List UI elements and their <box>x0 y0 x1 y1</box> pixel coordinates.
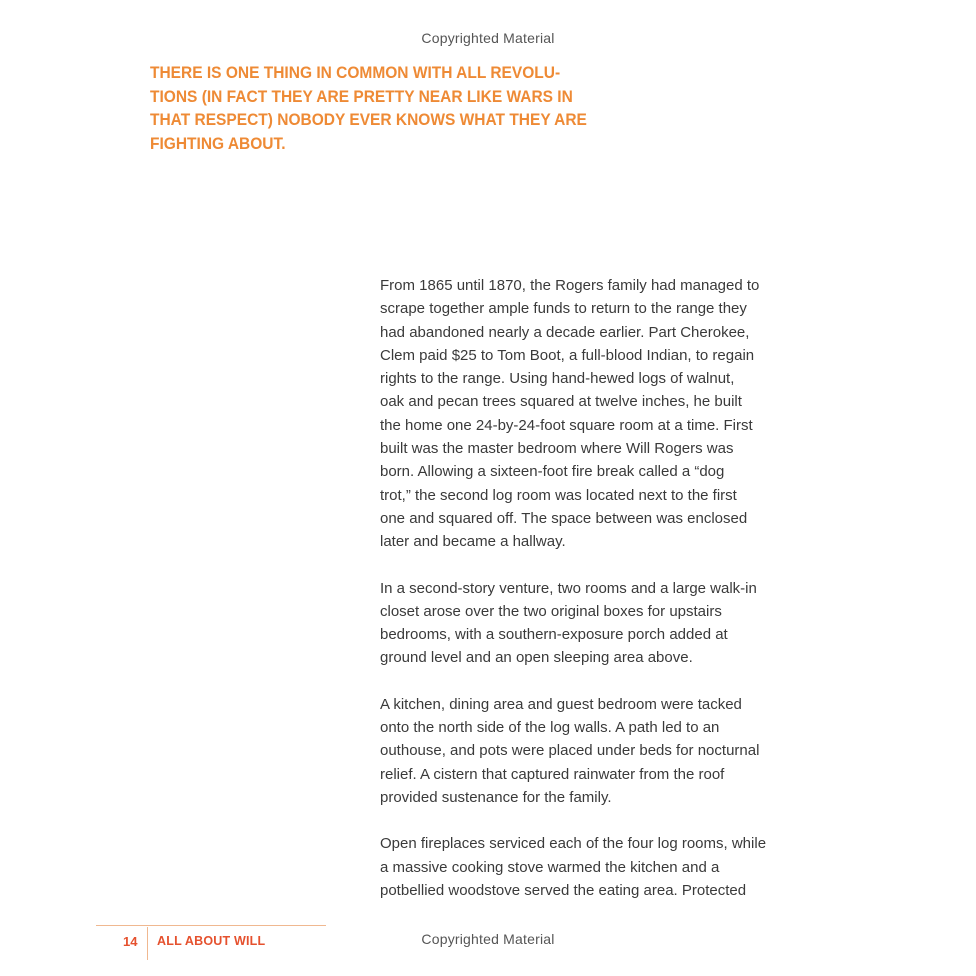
text-line: born. Allowing a sixteen-foot fire break called a “dog <box>380 463 725 481</box>
running-head: ALL ABOUT WILL <box>157 934 266 948</box>
text-line: trot,” the second log room was located next to the first <box>380 486 737 504</box>
text-line: scrape together ample funds to return to the range they <box>380 300 747 318</box>
text-line: In a second-story venture, two rooms and a large walk-in <box>380 579 757 597</box>
text-line: A kitchen, dining area and guest bedroom were tacked <box>380 695 742 713</box>
pull-quote-line: THERE IS ONE THING IN COMMON WITH ALL REVOLU- <box>150 64 561 82</box>
text-line: a massive cooking stove warmed the kitchen and a <box>380 858 720 876</box>
text-line: Open fireplaces serviced each of the four log rooms, while <box>380 835 767 853</box>
paragraph-1 <box>380 274 820 554</box>
paragraph-3 <box>380 693 820 809</box>
text-line: Clem paid $25 to Tom Boot, a full-blood Indian, to regain <box>380 346 755 364</box>
text-line: closet arose over the two original boxes for upstairs <box>380 602 722 620</box>
paragraph-2 <box>380 577 820 670</box>
text-line: had abandoned nearly a decade earlier. Part Cherokee, <box>380 323 750 341</box>
text-line: later and became a hallway. <box>380 533 566 551</box>
text-line: ground level and an open sleeping area above. <box>380 649 693 667</box>
text-line: built was the master bedroom where Will Rogers was <box>380 440 734 458</box>
text-line: rights to the range. Using hand-hewed logs of walnut, <box>380 370 735 388</box>
body-text <box>380 274 820 925</box>
text-line: the home one 24-by-24-foot square room at a time. First <box>380 416 753 434</box>
pull-quote-line: THAT RESPECT) NOBODY EVER KNOWS WHAT THEY ARE <box>150 111 587 129</box>
text-line: outhouse, and pots were placed under beds for nocturnal <box>380 742 760 760</box>
text-line: onto the north side of the log walls. A path led to an <box>380 719 720 737</box>
pull-quote-line: TIONS (IN FACT THEY ARE PRETTY NEAR LIKE WARS IN <box>150 87 573 106</box>
footer-divider <box>147 927 148 960</box>
copyright-watermark-bottom: Copyrighted Material <box>421 931 555 947</box>
text-line: oak and pecan trees squared at twelve inches, he built <box>380 393 742 411</box>
copyright-watermark-top: Copyrighted Material <box>421 30 555 46</box>
footer-rule <box>96 925 326 926</box>
text-line: From 1865 until 1870, the Rogers family had managed to <box>380 277 760 294</box>
pull-quote <box>150 62 587 156</box>
text-line: one and squared off. The space between was enclosed <box>380 509 748 527</box>
text-line: potbellied woodstove served the eating area. Protected <box>380 881 747 899</box>
text-line: relief. A cistern that captured rainwater from the roof <box>380 765 725 783</box>
text-line: provided sustenance for the family. <box>380 788 612 806</box>
text-line: bedrooms, with a southern-exposure porch added at <box>380 626 728 644</box>
page-number: 14 <box>123 934 138 949</box>
pull-quote-line: FIGHTING ABOUT. <box>150 134 286 153</box>
paragraph-4 <box>380 832 820 902</box>
